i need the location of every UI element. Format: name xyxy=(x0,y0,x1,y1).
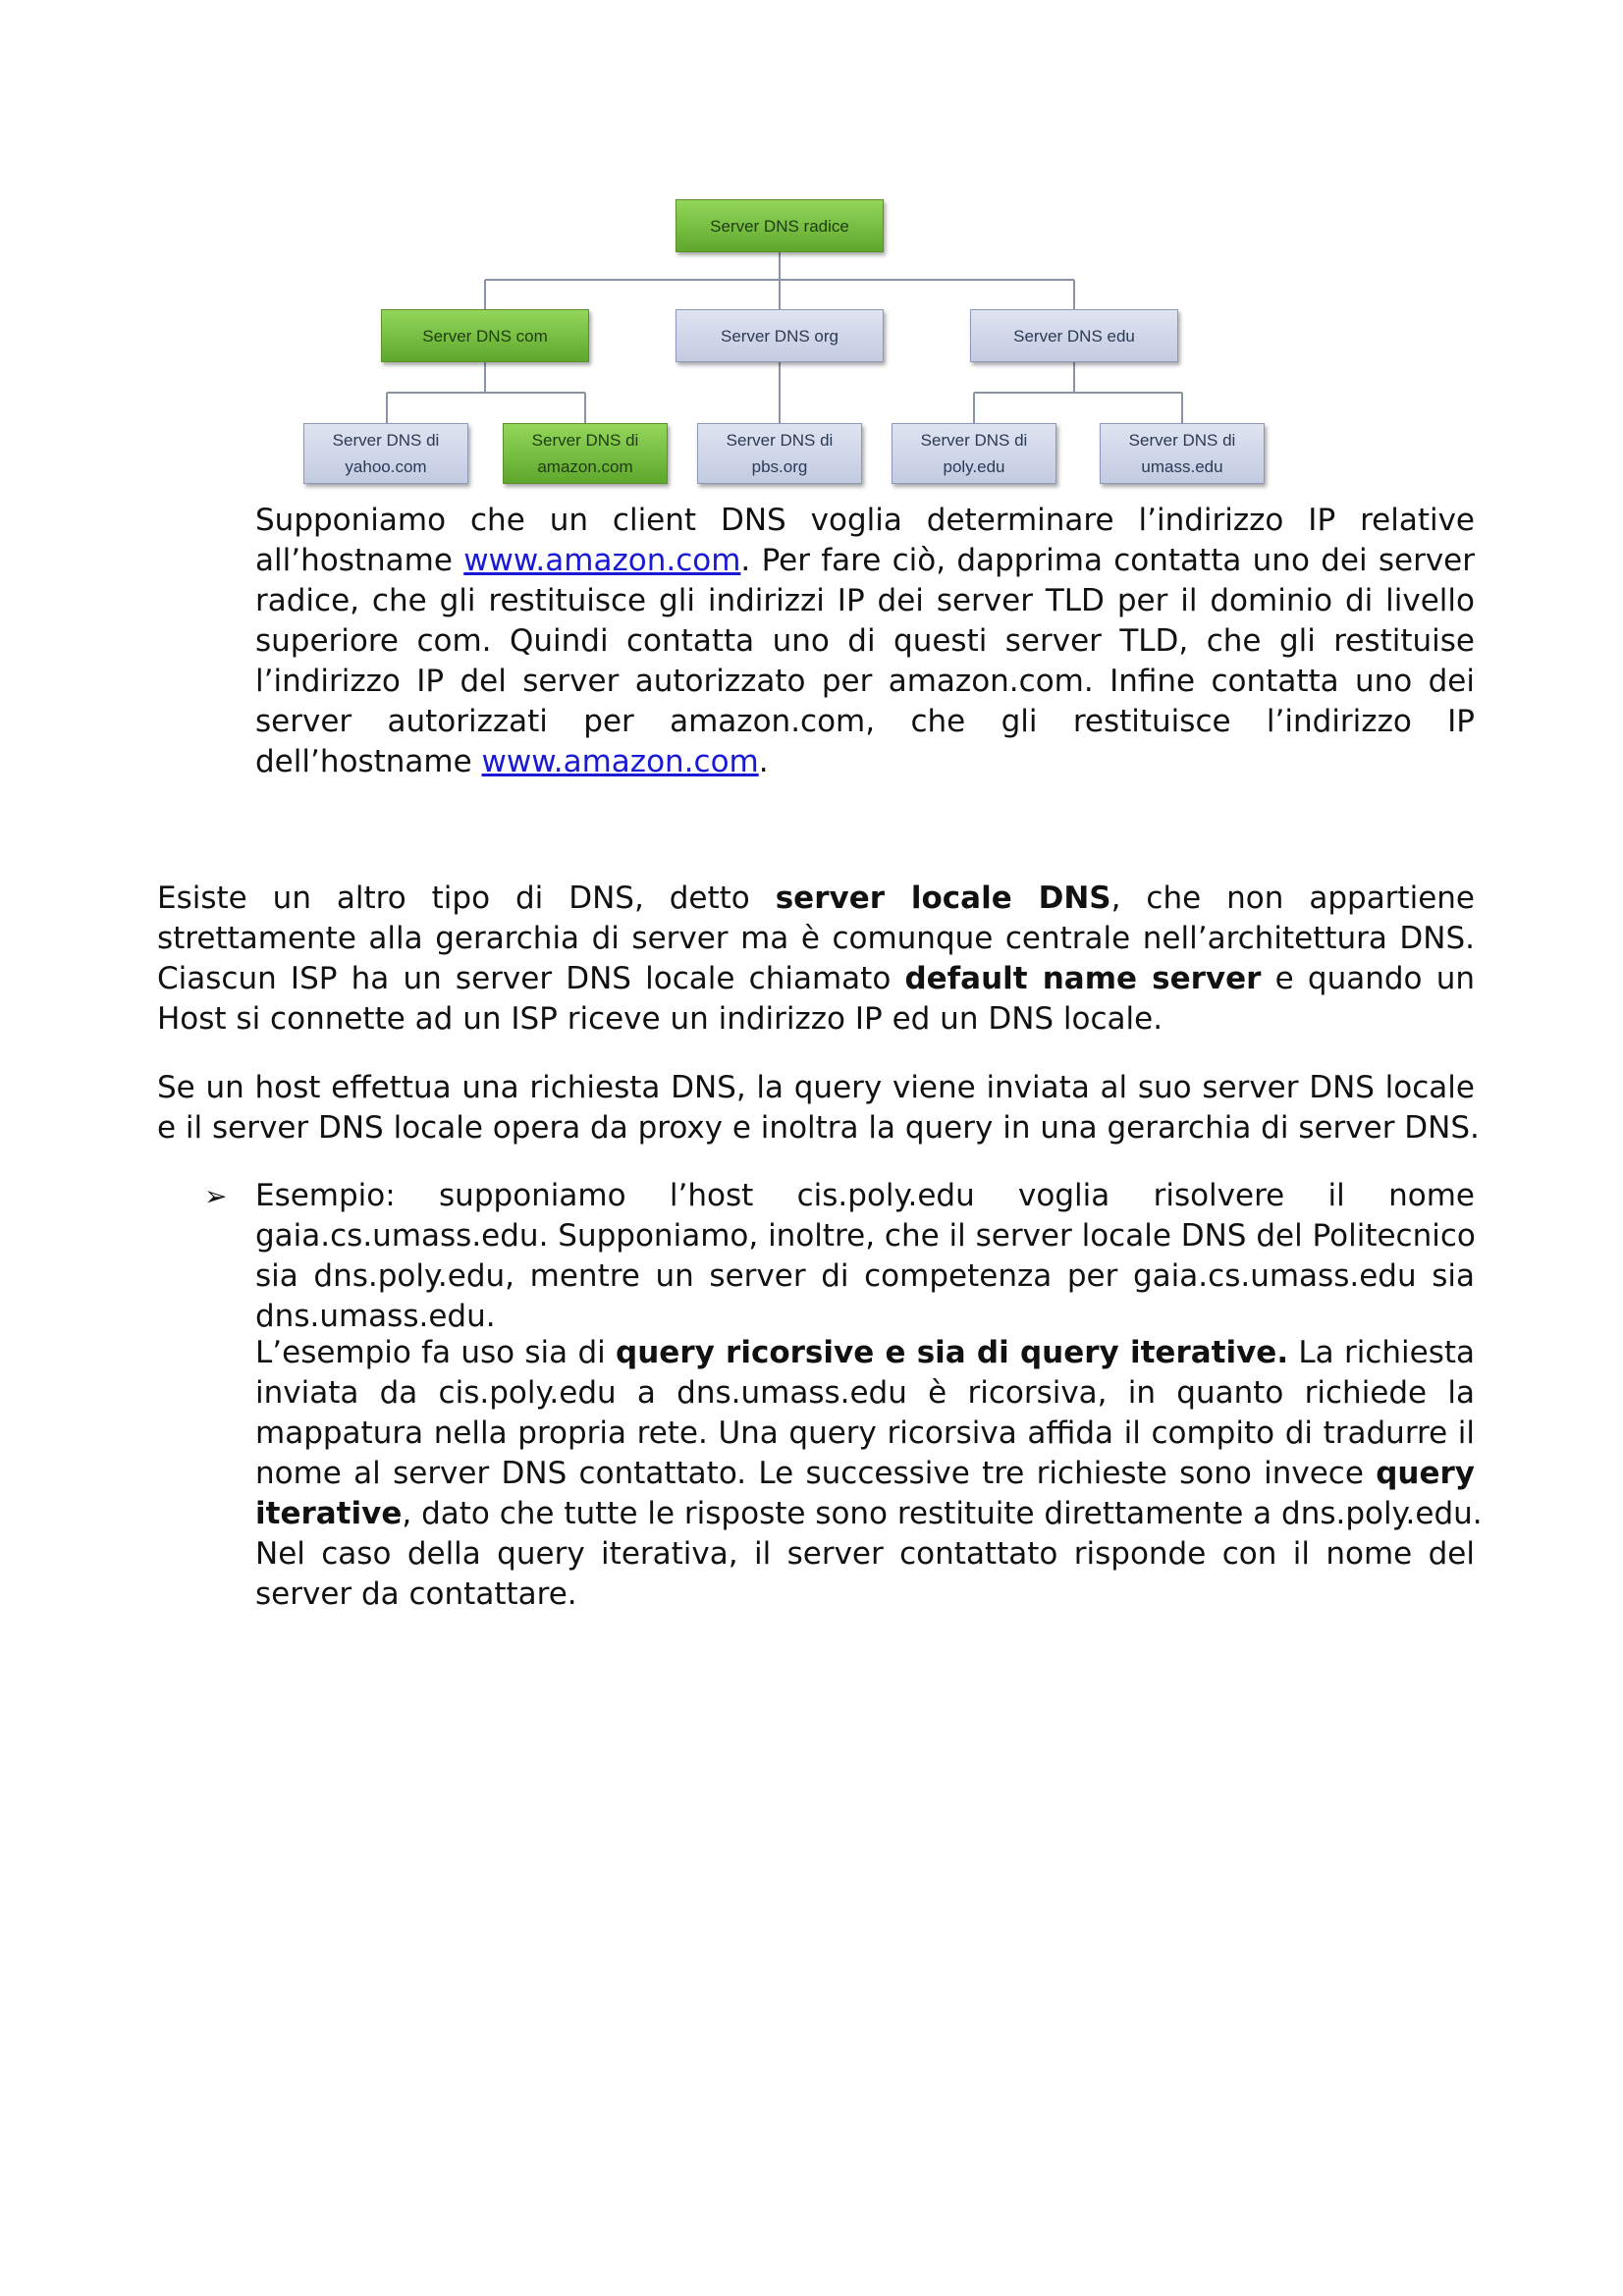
para1-line-2a: all’hostname xyxy=(255,543,464,578)
para1-line-7 xyxy=(255,742,1475,782)
para1-line-4: superiore com. Quindi contatta uno di questi server TLD, che gli restituise xyxy=(255,623,1475,659)
example-line-9b: , dato che tutte le risposte sono restituite direttamente a dns.poly.edu. xyxy=(402,1496,1483,1531)
para1-line-7a: dell’hostname xyxy=(255,744,482,779)
node-leaf-yahoo-line1: Server DNS di xyxy=(332,431,440,450)
example-line-2: gaia.cs.umass.edu. Supponiamo, inoltre, che il server locale DNS del Politecnico xyxy=(255,1218,1476,1254)
para1-line-3: radice, che gli restituisce gli indirizzi IP dei server TLD per il dominio di livello xyxy=(255,583,1475,618)
node-leaf-pbs-line2: pbs.org xyxy=(751,457,808,476)
para2-line-3 xyxy=(157,959,1475,999)
example-line-5 xyxy=(255,1333,1475,1373)
paragraph-proxy xyxy=(157,1068,1480,1148)
example-line-4: dns.umass.edu. xyxy=(255,1299,496,1334)
bullet-arrow-icon: ➢ xyxy=(204,1180,228,1212)
amazon-link-1[interactable]: www.amazon.com xyxy=(463,543,741,578)
node-tld-edu-label: Server DNS edu xyxy=(1013,326,1135,346)
para1-line-6: server autorizzati per amazon.com, che gli restituisce l’indirizzo IP xyxy=(255,704,1475,739)
para2-bold-default-name-server: default name server xyxy=(904,961,1262,996)
node-root-label: Server DNS radice xyxy=(710,216,849,236)
para2-line-4: Host si connette ad un ISP riceve un indirizzo IP ed un DNS locale. xyxy=(157,1001,1163,1037)
para1-line-2 xyxy=(255,541,1475,581)
node-leaf-yahoo xyxy=(303,423,468,484)
para1-line-2b: . Per fare ciò, dapprima contatta uno dei server xyxy=(740,543,1475,578)
node-leaf-poly-line1: Server DNS di xyxy=(920,431,1028,450)
para2-line-2: strettamente alla gerarchia di server ma è comunque centrale nell’architettura DNS. xyxy=(157,921,1475,956)
example-bold-iterative: iterative xyxy=(255,1496,403,1531)
para1-line-5: l’indirizzo IP del server autorizzato per amazon.com. Infine contatta uno dei xyxy=(255,664,1475,699)
node-tld-com-label: Server DNS com xyxy=(422,326,548,346)
amazon-link-2[interactable]: www.amazon.com xyxy=(481,744,759,779)
node-leaf-amazon xyxy=(503,423,668,484)
node-leaf-yahoo-line2: yahoo.com xyxy=(345,457,427,476)
example-line-8 xyxy=(255,1454,1475,1494)
example-line-6: inviata da cis.poly.edu a dns.umass.edu è ricorsiva, in quanto richiede la xyxy=(255,1375,1475,1411)
para1-line-7b: . xyxy=(758,744,769,779)
node-leaf-pbs xyxy=(697,423,862,484)
para2-line-1 xyxy=(157,879,1475,919)
para2-line-1c: , che non appartiene xyxy=(1110,881,1475,916)
para3-line-2: e il server DNS locale opera da proxy e inoltra la query in una gerarchia di server DNS. xyxy=(157,1110,1480,1146)
node-leaf-poly xyxy=(892,423,1056,484)
paragraph-example xyxy=(255,1176,1483,1615)
para2-bold-server-locale: server locale DNS xyxy=(775,881,1111,916)
node-root-dns xyxy=(676,199,884,252)
node-leaf-umass xyxy=(1100,423,1265,484)
example-bold-query-types: query ricorsive e sia di query iterative. xyxy=(616,1335,1289,1370)
dns-hierarchy-diagram xyxy=(295,191,1276,496)
node-leaf-amazon-line2: amazon.com xyxy=(537,457,633,476)
example-line-11: server da contattare. xyxy=(255,1576,577,1612)
node-leaf-umass-line1: Server DNS di xyxy=(1128,431,1236,450)
example-line-10: Nel caso della query iterativa, il server contattato risponde con il nome del xyxy=(255,1536,1475,1572)
example-bold-query: query xyxy=(1376,1456,1475,1491)
para2-line-1a: Esiste un altro tipo di DNS, detto xyxy=(157,881,776,916)
para1-line-1: Supponiamo che un client DNS voglia determinare l’indirizzo IP relative xyxy=(255,503,1475,538)
paragraph-dns-resolution xyxy=(255,501,1475,782)
node-leaf-amazon-line1: Server DNS di xyxy=(531,431,639,450)
node-leaf-pbs-line1: Server DNS di xyxy=(726,431,834,450)
example-line-3: sia dns.poly.edu, mentre un server di competenza per gaia.cs.umass.edu sia xyxy=(255,1258,1475,1294)
para3-line-1: Se un host effettua una richiesta DNS, la query viene inviata al suo server DNS locale xyxy=(157,1070,1475,1105)
para2-line-3a: Ciascun ISP ha un server DNS locale chiamato xyxy=(157,961,905,996)
paragraph-local-dns xyxy=(157,879,1475,1040)
para2-line-3c: e quando un xyxy=(1261,961,1475,996)
example-line-9 xyxy=(255,1494,1483,1534)
example-line-1: Esempio: supponiamo l’host cis.poly.edu voglia risolvere il nome xyxy=(255,1178,1475,1213)
node-tld-com xyxy=(381,309,589,362)
example-line-7: mappatura nella propria rete. Una query ricorsiva affida il compito di tradurre il xyxy=(255,1415,1475,1451)
example-line-5a: L’esempio fa uso sia di xyxy=(255,1335,617,1370)
example-line-5c: La richiesta xyxy=(1288,1335,1476,1370)
node-tld-org xyxy=(676,309,884,362)
node-leaf-umass-line2: umass.edu xyxy=(1141,457,1223,476)
node-leaf-poly-line2: poly.edu xyxy=(943,457,1005,476)
node-tld-org-label: Server DNS org xyxy=(721,326,839,346)
node-tld-edu xyxy=(970,309,1178,362)
example-line-8a: nome al server DNS contattato. Le successive tre richieste sono invece xyxy=(255,1456,1377,1491)
